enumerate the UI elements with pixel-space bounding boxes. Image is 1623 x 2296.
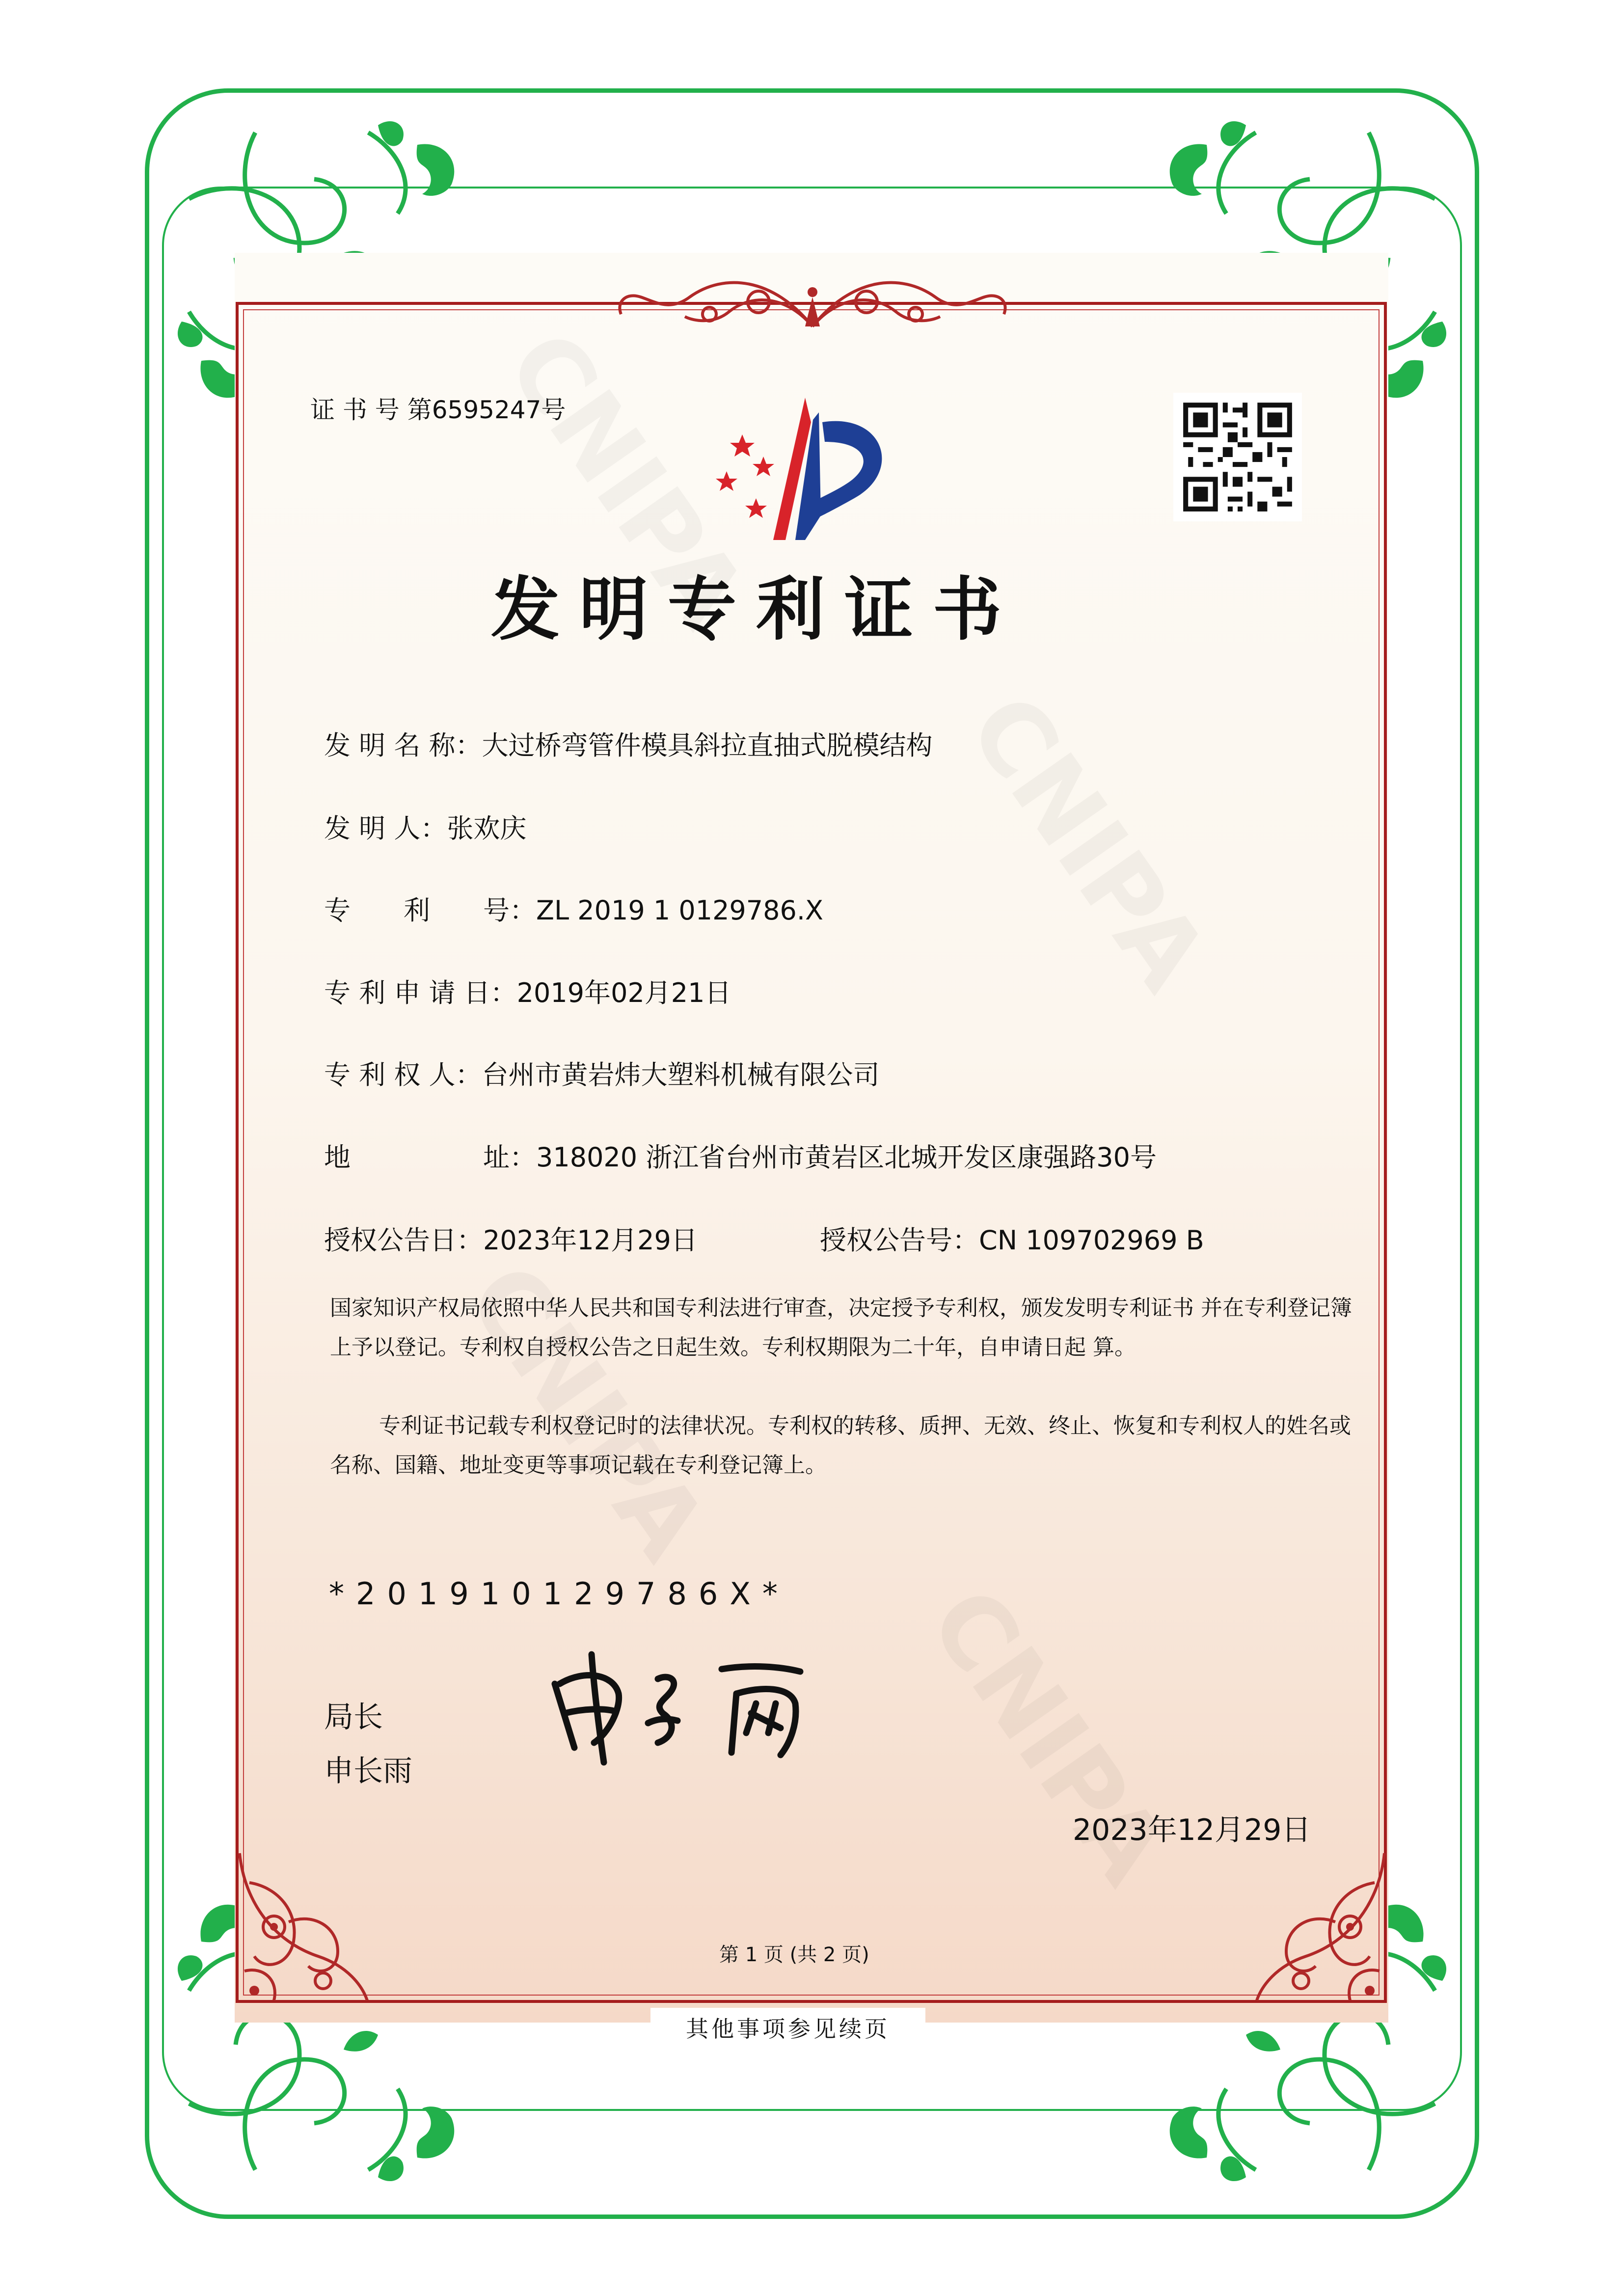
grant-number-label: 授权公告号： [820,1225,979,1256]
field-invention-name [324,725,933,762]
grant-date-label: 授权公告日： [324,1225,483,1256]
field-patent-number [324,890,823,927]
cnipa-logo [707,393,913,545]
field-value: 台州市黄岩炜大塑料机械有限公司 [482,1059,880,1090]
handwritten-signature [545,1649,849,1767]
bottom-right-ornament [1247,1843,1389,2005]
top-ornament [611,268,1014,341]
grant-number-value: CN 109702969 B [979,1225,1204,1256]
certificate-number-value: 第6595247号 [407,396,566,424]
field-label: 专 利 申 请 日： [324,977,517,1008]
qr-code-pattern [1173,393,1302,521]
certificate-number-label: 证 书 号 [310,396,400,424]
field-application-date [324,972,731,1010]
statement-paragraph-1: 国家知识产权局依照中华人民共和国专利法进行审查，决定授予专利权，颁发发明专利证书 并在专利登记簿上予以登记。专利权自授权公告之日起生效。专利权期限为二十年，自申请日起 算。 [330,1296,1352,1360]
field-value: 张欢庆 [447,813,527,844]
field-label: 地 址： [324,1142,536,1173]
statement-paragraph-2: 专利证书记载专利权登记时的法律状况。专利权的转移、质押、无效、终止、恢复和专利权人的姓名或名称、国籍、地址变更等事项记载在专利登记簿上。 [330,1413,1351,1478]
field-label: 发 明 人： [324,813,447,844]
continuation-note: 其他事项参见续页 [650,2008,925,2050]
page-indicator: 第 1 页 (共 2 页) [719,1944,869,1966]
field-value: ZL 2019 1 0129786.X [536,895,824,926]
grant-date-value: 2023年12月29日 [483,1225,698,1256]
field-label: 发 明 名 称： [324,730,482,761]
page-title: 发明专利证书 [491,570,1022,650]
issue-date: 2023年12月29日 [1073,1813,1311,1847]
grant-date [324,1219,698,1257]
grant-number [820,1219,1204,1257]
signatory-title: 局长 [324,1700,383,1734]
signatory-name: 申长雨 [324,1754,412,1788]
certificate-number [310,390,566,426]
field-value: 大过桥弯管件模具斜拉直抽式脱模结构 [482,730,933,761]
bottom-left-ornament [235,1843,377,2005]
field-value: 2019年02月21日 [516,977,731,1008]
field-inventor [324,808,526,845]
field-label: 专 利 权 人： [324,1059,482,1090]
barcode-text: *201910129786X* [329,1576,789,1612]
field-patentee [324,1054,880,1092]
qr-code [1173,393,1302,521]
field-label: 专 利 号： [324,895,536,926]
field-value: 318020 浙江省台州市黄岩区北城开发区康强路30号 [536,1142,1157,1173]
field-address [324,1136,1157,1174]
